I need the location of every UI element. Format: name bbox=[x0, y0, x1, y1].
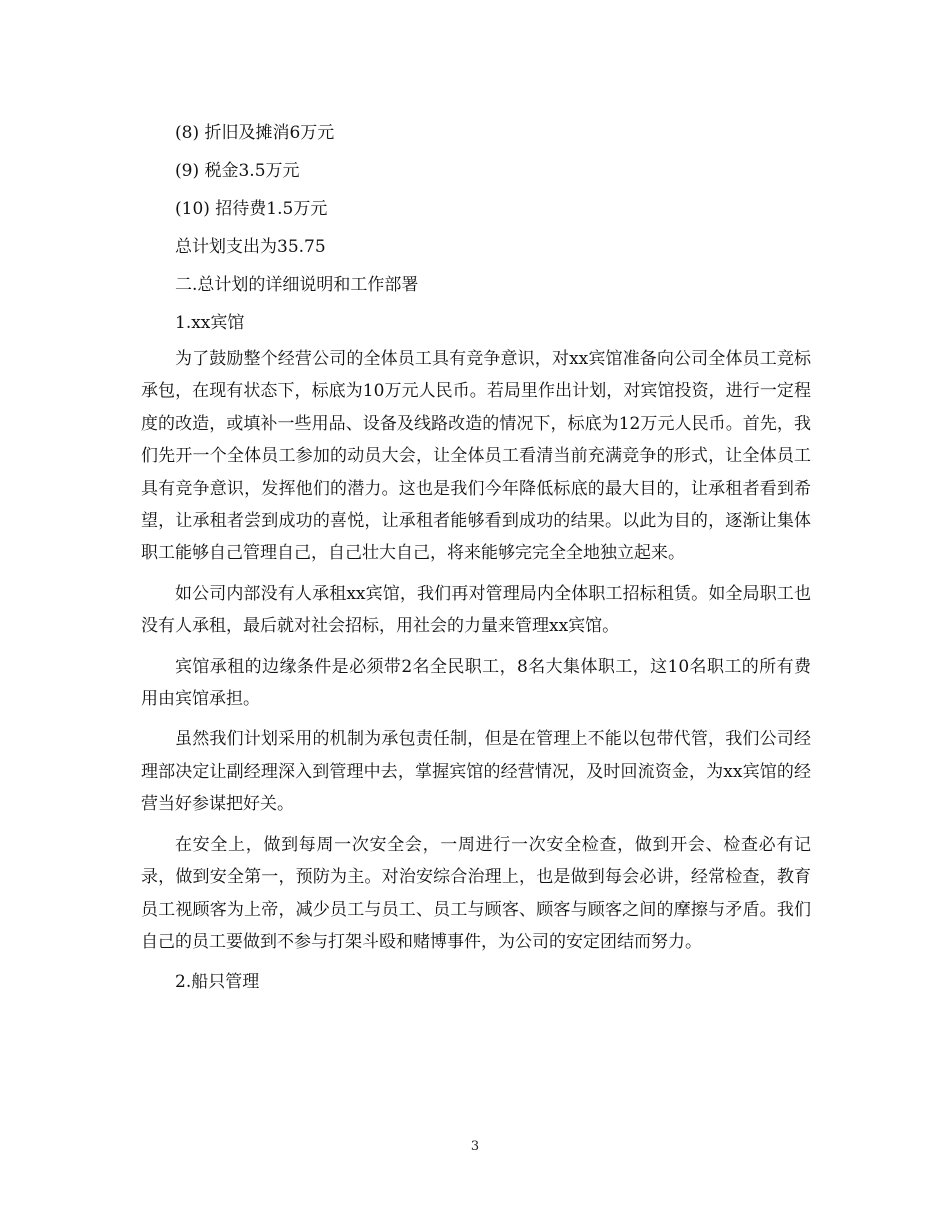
subsection-heading-boats: 2.船只管理 bbox=[175, 972, 260, 993]
page-number: 3 bbox=[470, 1139, 480, 1154]
paragraph: 宾馆承租的边缘条件是必须带2名全民职工，8名大集体职工，这10名职工的所有费用由宾馆承担。 bbox=[141, 656, 811, 710]
list-item-8: (8) 折旧及摊消6万元 bbox=[175, 123, 335, 143]
paragraph: 为了鼓励整个经营公司的全体员工具有竞争意识，对xx宾馆准备向公司全体员工竞标承包，在现有状态下，标底为10万元人民币。若局里作出计划，对宾馆投资，进行一定程度的改造，或填补一些用品、设备及线路改造的情况下，标底为12万元人民币。首先，我们先开一个全体员工参加的动员大会，让全体员工看清当前充满竞争的形式，让全体员工具有竞争意识，发挥他们的潜力。这也是我们今年降低标底的最大目的，让承租者看到希望，让承租者尝到成功的喜悦，让承租者能够看到成功的结果。以此为目的，逐渐让集体职工能够自己管理自己，自己壮大自己，将来能够完完全全地独立起来。 bbox=[141, 349, 811, 564]
document-body bbox=[141, 117, 811, 998]
list-item-9: (9) 税金3.5万元 bbox=[175, 161, 300, 181]
subsection-heading-hotel: 1.xx宾馆 bbox=[175, 313, 245, 333]
list-item-10: (10) 招待费1.5万元 bbox=[175, 199, 328, 219]
paragraph: 如公司内部没有人承租xx宾馆，我们再对管理局内全体职工招标租赁。如全局职工也没有人承租，最后就对社会招标，用社会的力量来管理xx宾馆。 bbox=[141, 583, 811, 637]
paragraph: 在安全上，做到每周一次安全会，一周进行一次安全检查，做到开会、检查必有记录，做到安全第一，预防为主。对治安综合治理上，也是做到每会必讲，经常检查，教育员工视顾客为上帝，减少员工与员工、员工与顾客、顾客与顾客之间的摩擦与矛盾。我们自己的员工要做到不参与打架斗殴和赌博事件，为公司的安定团结而努力。 bbox=[141, 834, 811, 952]
section-heading: 二.总计划的详细说明和工作部署 bbox=[175, 275, 419, 295]
paragraph: 虽然我们计划采用的机制为承包责任制，但是在管理上不能以包带代管，我们公司经理部决定让副经理深入到管理中去，掌握宾馆的经营情况，及时回流资金，为xx宾馆的经营当好参谋把好关。 bbox=[141, 729, 811, 815]
total-line: 总计划支出为35.75 bbox=[175, 237, 326, 257]
